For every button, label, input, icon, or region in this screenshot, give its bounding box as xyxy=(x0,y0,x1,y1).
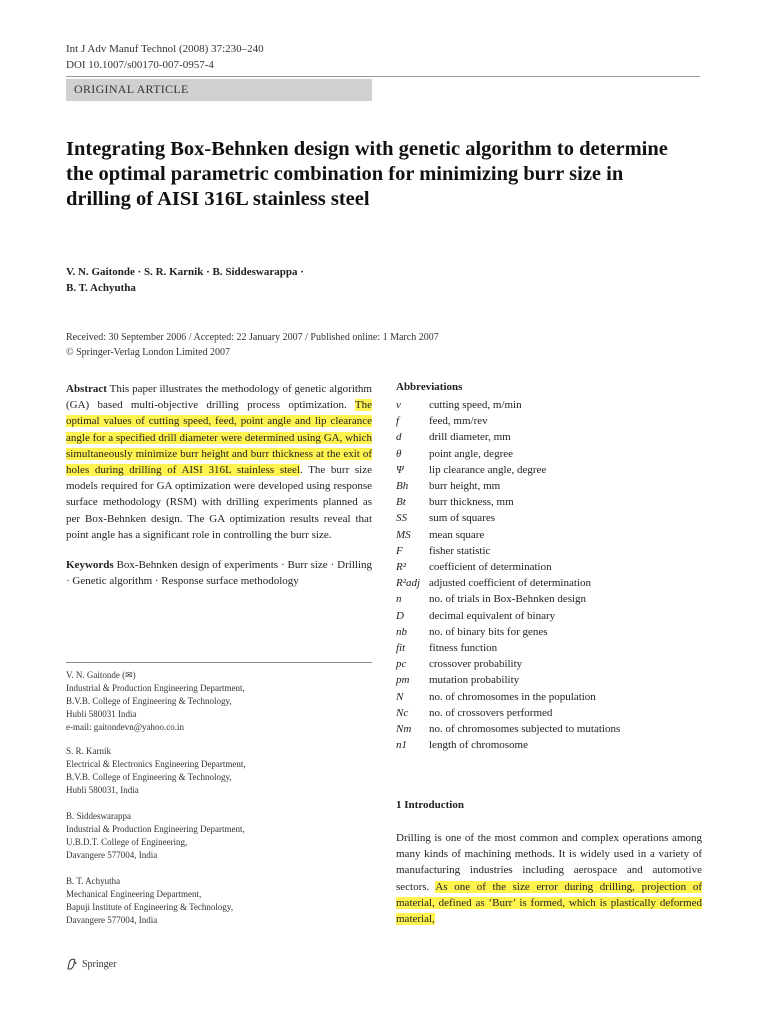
abbreviation-row xyxy=(396,689,620,705)
abbreviation-description: mean square xyxy=(429,528,485,541)
affiliation-line: Davangere 577004, India xyxy=(66,915,158,925)
abbreviation-symbol: d xyxy=(396,431,402,444)
abstract-text-1: This paper illustrates the methodology of genetic algorithm (GA) based multi-objective drilling process optimization. xyxy=(66,383,372,412)
keywords-text: Box-Behnken design of experiments · Burr size · Drilling · Genetic algorithm · Response surface methodology xyxy=(66,559,372,588)
abbreviation-symbol: n1 xyxy=(396,739,407,752)
abbreviation-description: adjusted coefficient of determination xyxy=(429,577,591,590)
affiliation-line: Mechanical Engineering Department, xyxy=(66,889,202,899)
abbreviation-description: mutation probability xyxy=(429,674,520,687)
abbreviation-description: no. of crossovers performed xyxy=(429,706,553,719)
abstract-highlight: The optimal values of cutting speed, feed, point angle and lip clearance angle for a specified drill diameter were determined using GA, which simultaneously minimize burr height and burr thickness at the exit of holes during drilling of AISI 316L stainless steel xyxy=(66,399,372,477)
abbreviation-description: cutting speed, m/min xyxy=(429,399,522,411)
abbreviation-symbol: R² xyxy=(396,561,407,574)
affiliation-name: B. T. Achyutha xyxy=(66,876,121,886)
abbreviation-description: feed, mm/rev xyxy=(429,415,488,428)
copyright-line: © Springer-Verlag London Limited 2007 xyxy=(66,347,231,358)
introduction-text: Drilling is one of the most common and complex operations among many kinds of machining methods. It is widely used in a variety of manufacturing industries including aerospace and automotive sectors. xyxy=(396,832,702,893)
abbreviation-row xyxy=(396,510,620,526)
affiliation-line: U.B.D.T. College of Engineering, xyxy=(66,837,188,847)
abbreviations-heading: Abbreviations xyxy=(396,381,463,393)
keywords-paragraph xyxy=(66,557,372,589)
abbreviation-symbol: Nc xyxy=(396,706,409,719)
abstract-section xyxy=(66,381,372,589)
affiliation-line: Hubli 580031 India xyxy=(66,709,137,719)
abbreviation-row xyxy=(396,413,620,429)
abbreviation-row xyxy=(396,640,620,656)
authors-line-1: V. N. Gaitonde · S. R. Karnik · B. Siddeswarappa · xyxy=(66,266,304,278)
affiliation-line: Electrical & Electronics Engineering Department, xyxy=(66,759,246,769)
abbreviation-row xyxy=(396,705,620,721)
affiliation-block xyxy=(66,875,372,927)
abbreviation-description: decimal equivalent of binary xyxy=(429,609,556,622)
publication-dates xyxy=(66,330,439,360)
abbreviation-description: no. of trials in Box-Behnken design xyxy=(429,593,587,606)
abbreviation-symbol: D xyxy=(396,609,404,622)
keywords-label: Keywords xyxy=(66,559,114,572)
abbreviation-description: length of chromosome xyxy=(429,739,528,752)
affiliation-line: B.V.B. College of Engineering & Technology, xyxy=(66,696,232,706)
abbreviation-row xyxy=(396,446,620,462)
affiliation-email[interactable]: e-mail: gaitondevn@yahoo.co.in xyxy=(66,722,185,732)
abbreviation-symbol: F xyxy=(396,544,403,557)
publisher-name: Springer xyxy=(82,958,117,970)
abbreviation-row xyxy=(396,575,620,591)
abbreviation-row xyxy=(396,429,620,445)
springer-horse-icon xyxy=(66,958,78,970)
abbreviation-symbol: nb xyxy=(396,625,407,638)
abstract-paragraph xyxy=(66,381,372,543)
paper-title: Integrating Box-Behnken design with genetic algorithm to determine the optimal parametric combination for minimizing burr size in drilling of AISI 316L stainless steel xyxy=(66,138,668,210)
abstract-text-2: . The burr size models required for GA optimization were developed using response surface methodology (RSM) with drilling experiments planned as per Box-Behnken design. The GA optimization results reveal that point angle has a significant role in controlling the burr size. xyxy=(66,464,372,541)
abbreviation-symbol: v xyxy=(396,399,401,411)
abbreviation-symbol: Bh xyxy=(396,480,409,493)
abbreviation-description: drill diameter, mm xyxy=(429,431,511,444)
abbreviation-row xyxy=(396,656,620,672)
article-type-label: ORIGINAL ARTICLE xyxy=(74,82,189,96)
abbreviation-row xyxy=(396,494,620,510)
introduction-paragraph xyxy=(396,830,702,927)
abbreviation-row xyxy=(396,543,620,559)
abbreviation-symbol: θ xyxy=(396,447,402,460)
abbreviation-symbol: SS xyxy=(396,512,407,525)
abbreviation-description: fitness function xyxy=(429,642,498,655)
abbreviation-symbol: fit xyxy=(396,642,406,655)
abbreviation-row xyxy=(396,478,620,494)
publisher-footer xyxy=(66,958,116,970)
article-type-badge xyxy=(66,79,372,101)
abbreviation-symbol: MS xyxy=(396,528,411,541)
abbreviation-symbol: f xyxy=(396,415,400,428)
doi: DOI 10.1007/s00170-007-0957-4 xyxy=(66,59,214,71)
abbreviation-description: crossover probability xyxy=(429,658,523,671)
introduction-heading: 1 Introduction xyxy=(396,799,464,811)
affiliation-name: S. R. Karnik xyxy=(66,746,111,756)
abbreviation-row xyxy=(396,624,620,640)
abbreviation-symbol: pm xyxy=(396,674,410,687)
abbreviation-row xyxy=(396,527,620,543)
abbreviation-description: no. of chromosomes subjected to mutations xyxy=(429,723,621,736)
introduction-highlight: As one of the size error during drilling, projection of material, defined as ‘Burr’ is formed, which is plastically deformed material, xyxy=(396,880,702,926)
affiliation-line: Industrial & Production Engineering Department, xyxy=(66,683,245,693)
abbreviation-row xyxy=(396,591,620,607)
affiliation-line: B.V.B. College of Engineering & Technology, xyxy=(66,772,232,782)
abbreviation-row xyxy=(396,397,620,413)
abbreviation-row xyxy=(396,559,620,575)
abbreviation-description: point angle, degree xyxy=(429,447,513,460)
abbreviation-description: no. of chromosomes in the population xyxy=(429,690,596,703)
authors xyxy=(66,264,304,296)
abstract-label: Abstract xyxy=(66,383,107,395)
affiliation-divider xyxy=(66,662,372,663)
journal-header xyxy=(66,41,264,73)
affiliation-name: B. Siddeswarappa xyxy=(66,811,131,821)
abbreviation-symbol: pc xyxy=(396,658,407,671)
authors-line-2: B. T. Achyutha xyxy=(66,282,136,294)
abbreviation-symbol: Ψ xyxy=(396,463,404,476)
abbreviation-description: lip clearance angle, degree xyxy=(429,463,547,476)
abbreviation-symbol: N xyxy=(396,690,404,703)
affiliation-line: Davangere 577004, India xyxy=(66,850,158,860)
abbreviation-description: sum of squares xyxy=(429,512,495,525)
abbreviation-symbol: Nm xyxy=(396,723,412,736)
abbreviation-row xyxy=(396,672,620,688)
abbreviation-row xyxy=(396,721,620,737)
abbreviation-symbol: R²adj xyxy=(396,577,421,590)
affiliation-block xyxy=(66,810,372,862)
abbreviation-row xyxy=(396,737,620,753)
affiliation-block xyxy=(66,669,372,734)
affiliation-name: V. N. Gaitonde (✉) xyxy=(66,670,136,680)
abbreviation-description: coefficient of determination xyxy=(429,561,552,574)
affiliation-line: Bapuji Institute of Engineering & Technology, xyxy=(66,902,234,912)
affiliation-block xyxy=(66,745,372,797)
abbreviation-description: burr height, mm xyxy=(429,480,501,493)
abbreviation-symbol: Bt xyxy=(396,496,406,509)
abbreviation-row xyxy=(396,462,620,478)
dates-line: Received: 30 September 2006 / Accepted: 22 January 2007 / Published online: 1 March 2007 xyxy=(66,332,439,343)
abbreviation-description: fisher statistic xyxy=(429,544,491,557)
header-rule xyxy=(66,76,700,77)
abbreviation-row xyxy=(396,608,620,624)
affiliation-line: Hubli 580031, India xyxy=(66,785,139,795)
journal-citation: Int J Adv Manuf Technol (2008) 37:230–240 xyxy=(66,43,264,55)
abbreviations-list xyxy=(396,397,620,753)
affiliation-line: Industrial & Production Engineering Department, xyxy=(66,824,245,834)
abbreviation-symbol: n xyxy=(396,593,402,606)
abbreviation-description: burr thickness, mm xyxy=(429,496,514,509)
abbreviation-description: no. of binary bits for genes xyxy=(429,625,548,638)
